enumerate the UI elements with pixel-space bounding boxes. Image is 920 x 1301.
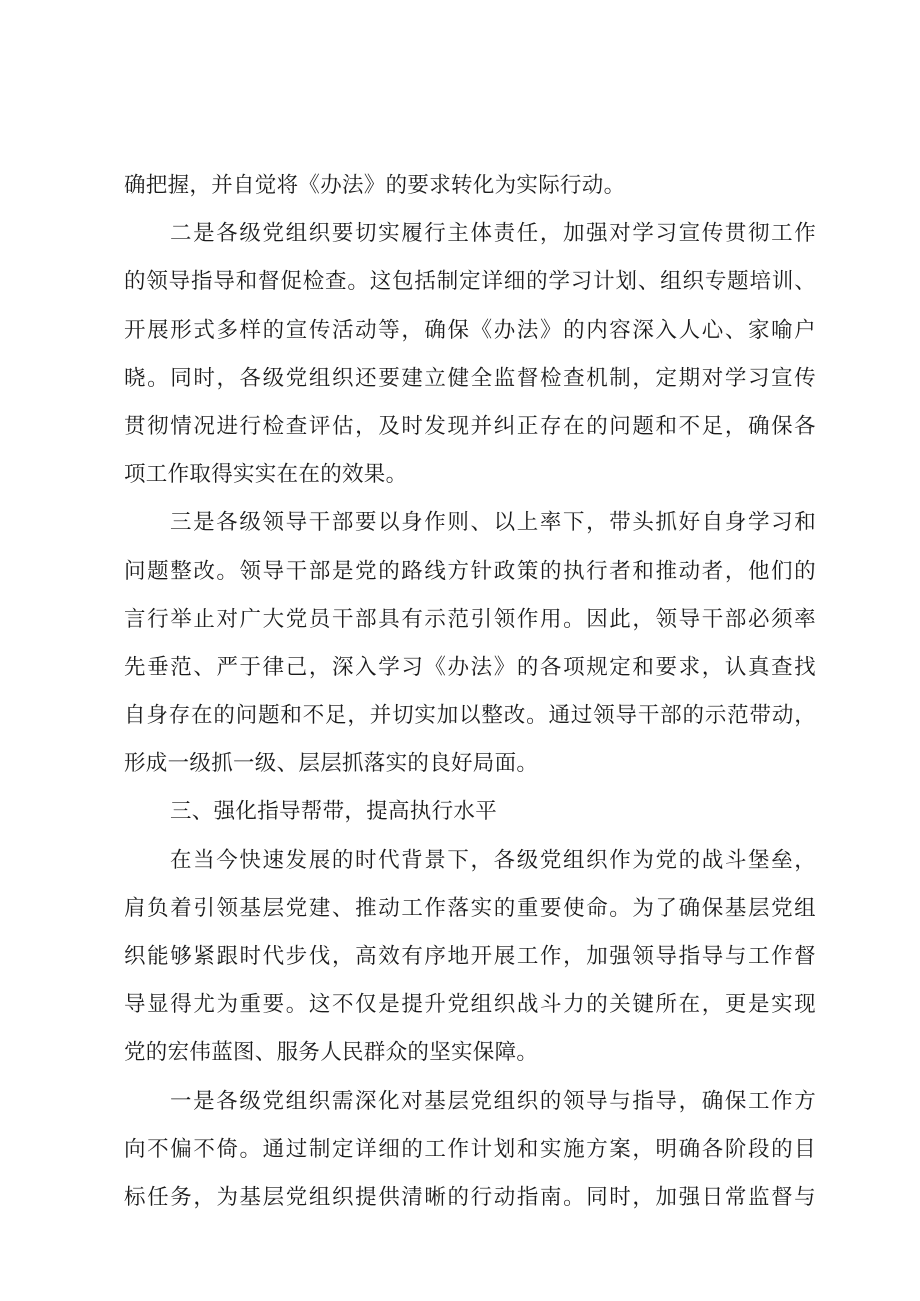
paragraph-lead: 二是 [170,221,217,247]
line-text: 项工作取得实实在在的效果。 [124,462,408,488]
paragraph-line [124,885,816,933]
paragraph-line [124,451,816,499]
paragraph-line [124,210,816,258]
line-text: 三是各级领导干部要以身作则、以上率下，带头抓好自身学习和 [170,510,816,536]
paragraph-line [124,1126,816,1174]
paragraph-line [124,644,816,692]
line-text: 各级党组织要切实履行主体责任，加强对学习宣传贯彻工作 [216,221,816,247]
paragraph-line [124,596,816,644]
line-text: 肩负着引领基层党建、推动工作落实的重要使命。为了确保基层党组 [124,895,816,921]
line-text: 向不偏不倚。通过制定详细的工作计划和实施方案，明确各阶段的目 [124,1136,816,1162]
line-text: 形成一级抓一级、层层抓落实的良好局面。 [124,751,539,777]
paragraph-line [124,837,816,885]
line-text: 标任务，为基层党组织提供清晰的行动指南。同时，加强日常监督与 [124,1184,816,1210]
line-text: 的领导指导和督促检查。这包括制定详细的学习计划、组织专题培训、 [124,269,816,295]
paragraph-line [124,548,816,596]
line-text: 导显得尤为重要。这不仅是提升党组织战斗力的关键所在，更是实现 [124,992,816,1018]
heading-text: 三、强化指导帮带，提高执行水平 [170,799,498,825]
line-text: 言行举止对广大党员干部具有示范引领作用。因此，领导干部必须率 [124,606,816,632]
paragraph-line [124,403,816,451]
line-text: 党的宏伟蓝图、服务人民群众的坚实保障。 [124,1040,539,1066]
paragraph-line [124,499,816,547]
paragraph-line [124,162,816,210]
line-text: 在当今快速发展的时代背景下，各级党组织作为党的战斗堡垒， [170,847,816,873]
paragraph-line [124,1029,816,1077]
paragraph-line [124,258,816,306]
paragraph-lead: 问题整改。 [124,558,240,584]
line-text: 晓。同时，各级党组织还要建立健全监督检查机制，定期对学习宣传 [124,365,816,391]
line-text: 确把握，并自觉将《办法》的要求转化为实际行动。 [124,173,626,198]
paragraph-line [124,1078,816,1126]
paragraph-line [124,1174,816,1222]
paragraph-line [124,981,816,1029]
paragraph-line [124,355,816,403]
paragraph-line [124,692,816,740]
line-text: 先垂范、严于律己，深入学习《办法》的各项规定和要求，认真查找 [124,654,816,680]
line-text: 一是各级党组织需深化对基层党组织的领导与指导，确保工作方 [170,1088,816,1114]
paragraph-line [124,307,816,355]
paragraph-line [124,740,816,788]
paragraph-line [124,933,816,981]
document-page [124,162,816,1222]
line-text: 自身存在的问题和不足，并切实加以整改。通过领导干部的示范带动， [124,703,816,729]
line-text: 织能够紧跟时代步伐，高效有序地开展工作，加强领导指导与工作督 [124,944,816,969]
line-text: 领导干部是党的路线方针政策的执行者和推动者，他们的 [239,558,816,584]
line-text: 开展形式多样的宣传活动等，确保《办法》的内容深入人心、家喻户 [124,317,816,343]
line-text: 贯彻情况进行检查评估，及时发现并纠正存在的问题和不足，确保各 [124,413,816,439]
section-heading [124,788,816,836]
